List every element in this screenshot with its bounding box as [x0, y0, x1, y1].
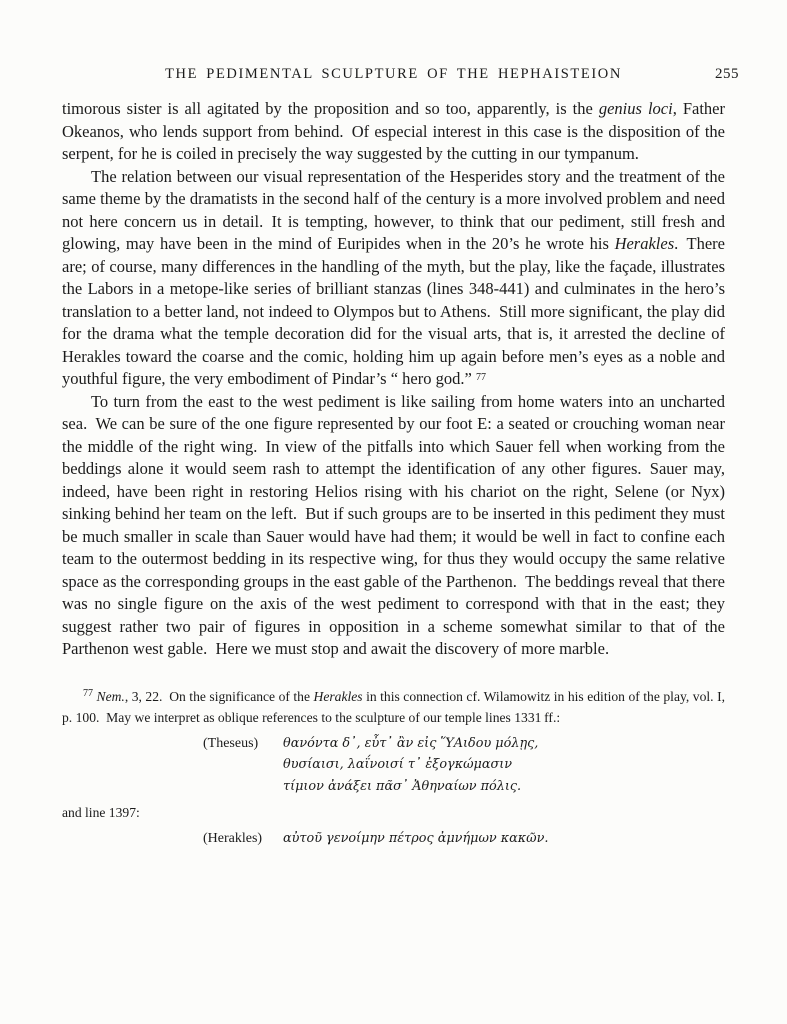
verse-speaker: (Theseus) [203, 735, 259, 751]
article-body [62, 98, 725, 661]
footnote-marker: 77 [83, 688, 93, 699]
verse-line: τίμιον ἀνάξει πᾶσ᾽ Ἀθηναίων πόλις. [283, 778, 522, 794]
paragraph [62, 98, 725, 166]
verse-lines [283, 733, 538, 798]
text-segment: timorous sister is all agitated by the proposition and so too, apparently, is the [62, 99, 599, 118]
verse-block [203, 733, 725, 798]
running-head [62, 66, 739, 83]
italic-text: Herakles [614, 234, 675, 253]
footnote-connector-text: and line 1397: [62, 805, 140, 820]
verse-speaker: (Herakles) [203, 831, 263, 846]
footnote-section [62, 686, 725, 850]
text-segment: To turn from the east to the west pediment is like sailing from home waters into an uncharted sea. We can be sure of the one figure represented by our foot E: a seated or crouching woman near the middle of the right wing. In view of the pitfalls into which Sauer fell when working from the beddings alone it would seem rash to attempt the identification of any other figures. Sauer may, indeed, have been right in restoring Helios rising with his chariot on the right, Selene (or Nyx) sinking behind her team on the left. But if such groups are to be inserted in this pediment they must be much smaller in scale than Sauer would have had them; it would be well in fact to confine each team to the outermost bedding in its respective wing, for thus they would occupy the same relative space as the corresponding groups in the east gable of the Parthenon. The beddings reveal that there was no single figure on the axis of the west pediment to correspond with that in the east; they suggest rather two pair of figures in opposition in a scheme somewhat similar to that of the Parthenon west gable. Here we must stop and await the discovery of more marble. [62, 391, 725, 658]
verse-block [203, 828, 725, 850]
italic-text: genius loci [598, 99, 673, 118]
text-segment: in this connection cf. Wilamowitz in his edition of the play, vol. I, p. 100. May we interpret as oblique references to the sculpture of our temple lines 1331 ff.: [62, 688, 725, 725]
footnote-marker: 77 [475, 371, 486, 383]
verse-lines [283, 828, 548, 850]
verse-line: θανόντα δ᾽, εὖτ᾽ ἂν εἰς ὝΑιδου μόλῃς, [283, 735, 539, 751]
italic-text: Nem. [96, 688, 125, 704]
text-segment: . There are; of course, many differences in the handling of the myth, but the play, like the façade, illustrates the Labors in a metope-like series of brilliant stanzas (lines 348-441) and culminates in the hero’s translation to a better land, not indeed to Olympos but to Athens. Still more significant, the play did for the drama what the temple decoration did for the visual arts, that is, it arrested the decline of Herakles toward the coarse and the comic, holding him up again before men’s eyes as a noble and youthful figure, the very embodiment of Pindar’s “ hero god.” [62, 234, 725, 388]
text-segment: , Father Okeanos, who lends support from behind. Of especial interest in this case is the disposition of the serpent, for he is coiled in precisely the way suggested by the cutting in our tympanum. [62, 99, 725, 163]
verse-line: θυσίαισι, λαΐνοισί τ᾽ ἐξογκώμασιν [283, 757, 513, 772]
running-head-title: THE PEDIMENTAL SCULPTURE OF THE HEPHAISTEION [165, 66, 622, 82]
paragraph [62, 391, 725, 661]
footnote-text [62, 686, 725, 728]
paragraph [62, 166, 725, 391]
page-number: 255 [715, 66, 739, 82]
italic-text: Herakles [313, 688, 363, 704]
verse-line: αὐτοῦ γενοίμην πέτρος ἀμνήμων κακῶν. [283, 831, 549, 846]
text-segment: The relation between our visual representation of the Hesperides story and the treatment of the same theme by the dramatists in the second half of the century is a more involved problem and need not here concern us in detail. It is tempting, however, to think that our pediment, still fresh and glowing, may have been in the mind of Euripides when in the 20’s he wrote his [62, 166, 725, 253]
text-segment: , 3, 22. On the significance of the [124, 688, 314, 704]
